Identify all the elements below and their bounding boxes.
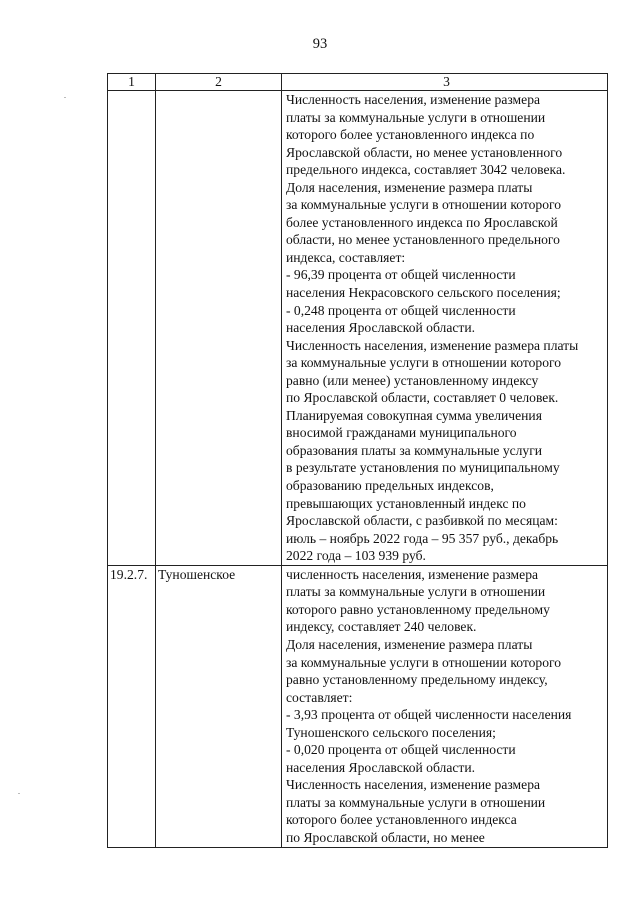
scan-speck	[18, 793, 20, 794]
description-line: Доля населения, изменение размера платы	[286, 179, 533, 195]
description-cell	[282, 565, 608, 847]
description-line: образованию предельных индексов,	[286, 478, 494, 494]
header-cell-3: 3	[282, 74, 608, 91]
description-line: Численность населения, изменение размера	[286, 92, 541, 107]
description-line: платы за коммунальные услуги в отношении	[286, 109, 546, 125]
description-line: индекса, составляет:	[286, 249, 406, 265]
header-cell-1: 1	[108, 74, 156, 91]
table-row	[108, 91, 608, 566]
document-table	[107, 73, 608, 848]
description-line: предельного индекса, составляет 3042 человека.	[286, 162, 566, 178]
description-line: составляет:	[286, 689, 353, 705]
description-line: в результате установления по муниципальному	[286, 460, 560, 476]
description-line: платы за коммунальные услуги в отношении	[286, 584, 546, 600]
description-line: Ярославской области, с разбивкой по месяцам:	[286, 513, 558, 529]
description-line: за коммунальные услуги в отношении которого	[286, 355, 562, 371]
header-cell-2: 2	[156, 74, 282, 91]
description-line: - 0,020 процента от общей численности	[286, 742, 516, 758]
description-line: индексу, составляет 240 человек.	[286, 619, 477, 635]
description-cell	[282, 91, 608, 566]
description-line: Туношенского сельского поселения;	[286, 724, 496, 740]
description-line: населения Некрасовского сельского поселения;	[286, 285, 561, 301]
settlement-name-cell: Туношенское	[156, 565, 282, 847]
description-line: за коммунальные услуги в отношении которого	[286, 654, 562, 670]
description-line: - 0,248 процента от общей численности	[286, 302, 516, 318]
description-line: за коммунальные услуги в отношении которого	[286, 197, 562, 213]
description-line: образования платы за коммунальные услуги	[286, 442, 543, 458]
description-line: населения Ярославской области.	[286, 759, 476, 775]
settlement-name-cell	[156, 91, 282, 566]
description-line: Планируемая совокупная сумма увеличения	[286, 407, 542, 423]
description-line: Численность населения, изменение размера	[286, 777, 541, 793]
description-line: Численность населения, изменение размера платы	[286, 337, 579, 353]
row-number-cell: 19.2.7.	[108, 565, 156, 847]
description-line: июль – ноябрь 2022 года – 95 357 руб., декабрь	[286, 530, 559, 546]
description-line: 2022 года – 103 939 руб.	[286, 548, 426, 564]
table-header-row	[108, 74, 608, 91]
description-line: платы за коммунальные услуги в отношении	[286, 794, 546, 810]
description-line: - 3,93 процента от общей численности населения	[286, 707, 572, 723]
description-line: которого равно установленному предельному	[286, 601, 550, 617]
table-row	[108, 565, 608, 847]
page-number: 93	[312, 36, 328, 52]
scan-speck	[64, 97, 66, 98]
description-line: области, но менее установленного предельного	[286, 232, 560, 248]
description-line: - 96,39 процента от общей численности	[286, 267, 516, 283]
description-line: Ярославской области, но менее установленного	[286, 144, 563, 160]
row-number-cell	[108, 91, 156, 566]
description-line: равно (или менее) установленному индексу	[286, 372, 539, 388]
description-line: вносимой гражданами муниципального	[286, 425, 517, 441]
description-line: которого более установленного индекса	[286, 812, 517, 828]
description-line: по Ярославской области, но менее	[286, 829, 485, 845]
description-line: по Ярославской области, составляет 0 человек.	[286, 390, 559, 406]
description-line: превышающих установленный индекс по	[286, 495, 526, 511]
description-line: равно установленному предельному индексу,	[286, 672, 548, 688]
description-line: Доля населения, изменение размера платы	[286, 636, 533, 652]
description-line: которого более установленного индекса по	[286, 127, 535, 143]
description-line: населения Ярославской области.	[286, 320, 476, 336]
description-line: более установленного индекса по Ярославской	[286, 214, 558, 230]
description-line: численность населения, изменение размера	[286, 566, 539, 582]
